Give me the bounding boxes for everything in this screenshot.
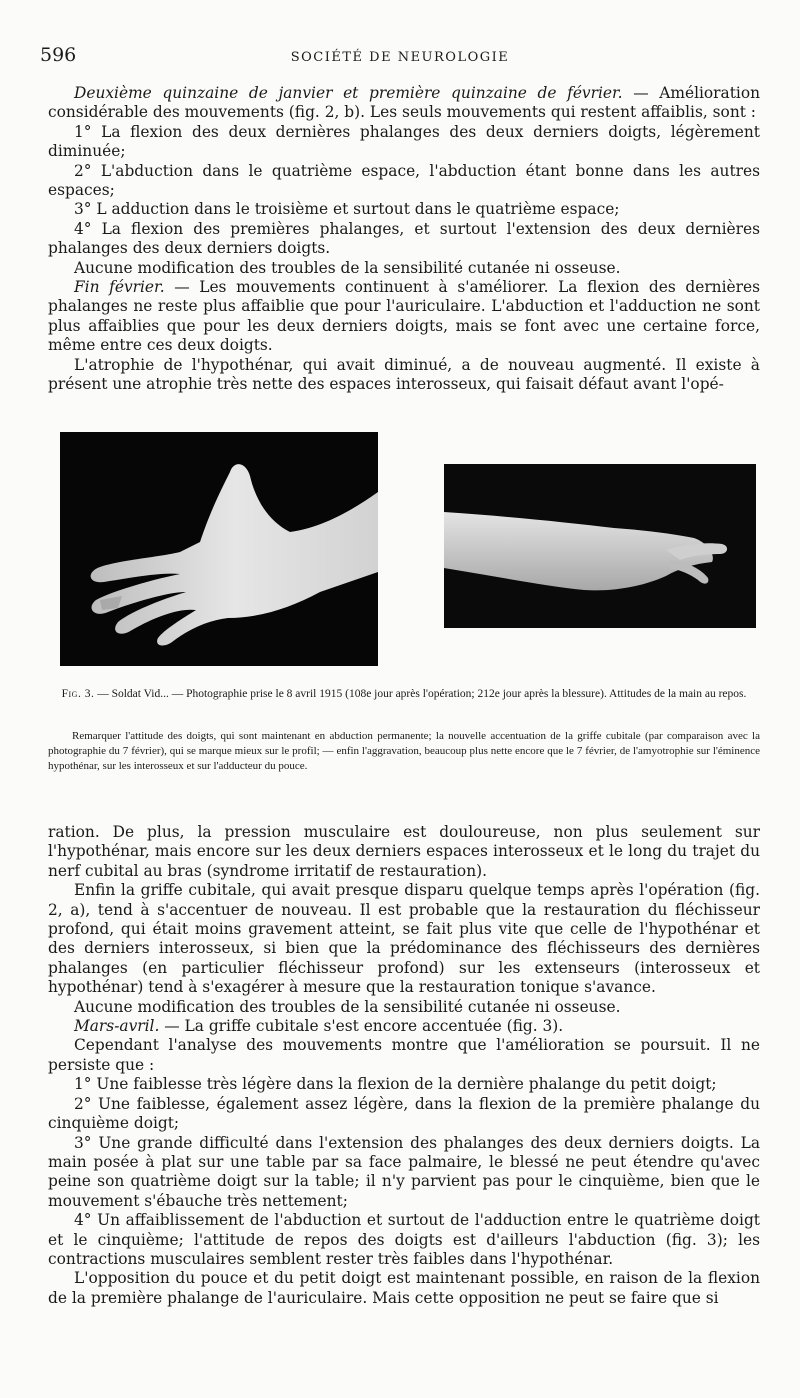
paragraph-text: L'opposition du pouce et du petit doigt est maintenant possible, en raison de la flexion de la première phalange de l'auriculaire. Mais cette opposition ne peut se faire que si [48, 1269, 760, 1307]
running-title: SOCIÉTÉ DE NEUROLOGIE [290, 50, 510, 65]
paragraph-text: 2° Une faiblesse, également assez légère, dans la flexion de la première phalange du cinquième doigt; [48, 1094, 760, 1133]
body-text-bottom [48, 823, 760, 1308]
paragraph-text: — La griffe cubitale s'est encore accentuée (fig. 3). [159, 1017, 564, 1036]
paragraph-text: 3° L adduction dans le troisième et surtout dans le quatrième espace; [74, 200, 620, 219]
paragraph [48, 84, 760, 123]
figure-label: Fig. 3. [61, 688, 95, 700]
hand-photo-profile [444, 464, 756, 628]
paragraph [48, 1134, 760, 1212]
paragraph [48, 123, 760, 162]
hand-dorsal-illustration [60, 432, 378, 666]
paragraph-lead: Deuxième quinzaine de janvier et première quinzaine de février. [74, 84, 623, 102]
paragraph [48, 1269, 760, 1308]
paragraph [48, 998, 760, 1017]
paragraph-text: 3° Une grande difficulté dans l'extension des phalanges des deux derniers doigts. La main posée à plat sur une table par sa face palmaire, le blessé ne peut étendre qu'avec peine son quatrième doigt sur la table; il n'y parvient pas pour le cinquième, bien que le mouvement s'ébauche très nettement; [48, 1133, 760, 1210]
paragraph [48, 356, 760, 395]
figure-caption-text: — Soldat Vid... — Photographie prise le 8 avril 1915 (108e jour après l'opération; 212e jour après la blessure). Attitudes de la main au repos. [94, 688, 747, 700]
paragraph-lead: Mars-avril. [74, 1017, 160, 1036]
page-number: 596 [40, 44, 77, 66]
paragraph [48, 823, 760, 881]
paragraph [48, 200, 760, 219]
paragraph [48, 259, 760, 278]
figure-caption [48, 686, 760, 702]
paragraph [48, 162, 760, 201]
body-text-top [48, 84, 760, 395]
paragraph [48, 220, 760, 259]
paragraph-text: 1° Une faiblesse très légère dans la flexion de la dernière phalange du petit doigt; [74, 1075, 717, 1094]
figure-remark [48, 729, 760, 774]
figure-remark-text: Remarquer l'attitude des doigts, qui sont maintenant en abduction permanente; la nouvelle accentuation de la griffe cubitale (par comparaison avec la photographie du 7 février), qui se marque mieux sur le profil; — enfin l'aggravation, beaucoup plus nette encore que le 7 février, de l'amyotrophie sur l'éminence hypothénar, sur les interosseux et sur l'adducteur du pouce. [48, 730, 760, 772]
paragraph [48, 1036, 760, 1075]
paragraph-text: Aucune modification des troubles de la sensibilité cutanée ni osseuse. [74, 258, 621, 277]
paragraph-text: Enfin la griffe cubitale, qui avait presque disparu quelque temps après l'opération (fig. 2, a), tend à s'accentuer de nouveau. Il est probable que la restauration du fléchisseur profond, qui était moins gravement atteint, se fait plus vite que celle de l'hypothénar et des derniers interosseux, si bien que la prédominance des fléchisseurs des dernières phalanges (en particulier fléchisseur profond) sur les extenseurs (interosseux et hypothénar) tend à s'exagérer à mesure que la restauration tonique s'avance. [48, 881, 760, 997]
hand-photo-dorsal [60, 432, 378, 666]
paragraph [48, 881, 760, 997]
hand-profile-illustration [444, 464, 756, 628]
paragraph-text: Aucune modification des troubles de la sensibilité cutanée ni osseuse. [74, 997, 621, 1016]
paragraph-text: ration. De plus, la pression musculaire est douloureuse, non plus seulement sur l'hypothénar, mais encore sur les deux derniers espaces interosseux et le long du trajet du nerf cubital au bras (syndrome irritatif de restauration). [48, 823, 760, 880]
paragraph-text: — Amélioration considérable des mouvements (fig. 2, b). Les seuls mouvements qui restent affaiblis, sont : [48, 84, 760, 122]
paragraph [48, 278, 760, 356]
paragraph-text: 1° La flexion des deux dernières phalanges des deux derniers doigts, légèrement diminuée; [48, 122, 760, 161]
paragraph [48, 1017, 760, 1036]
paragraph [48, 1075, 760, 1094]
paragraph-lead: Fin février. [74, 278, 165, 297]
paragraph-text: 2° L'abduction dans le quatrième espace, l'abduction étant bonne dans les autres espaces; [48, 161, 760, 200]
paragraph [48, 1095, 760, 1134]
paragraph-text: L'atrophie de l'hypothénar, qui avait diminué, a de nouveau augmenté. Il existe à présent une atrophie très nette des espaces interosseux, qui faisait défaut avant l'opé- [48, 355, 760, 394]
page-header [40, 44, 760, 74]
paragraph [48, 1211, 760, 1269]
paragraph-text: 4° Un affaiblissement de l'abduction et surtout de l'adduction entre le quatrième doigt et le cinquième; l'attitude de repos des doigts est d'ailleurs l'abduction (fig. 3); les contractions musculaires semblent rester très faibles dans l'hypothénar. [48, 1211, 760, 1268]
paragraph-text: — Les mouvements continuent à s'améliorer. La flexion des dernières phalanges ne reste plus affaiblie que pour l'auriculaire. L'abduction et l'adduction ne sont plus affaiblies que pour les deux derniers doigts, mais se font avec une certaine force, même entre ces deux doigts. [48, 278, 760, 355]
paragraph-text: Cependant l'analyse des mouvements montre que l'amélioration se poursuit. Il ne persiste que : [48, 1036, 760, 1074]
paragraph-text: 4° La flexion des premières phalanges, et surtout l'extension des deux dernières phalanges des deux derniers doigts. [48, 219, 760, 258]
